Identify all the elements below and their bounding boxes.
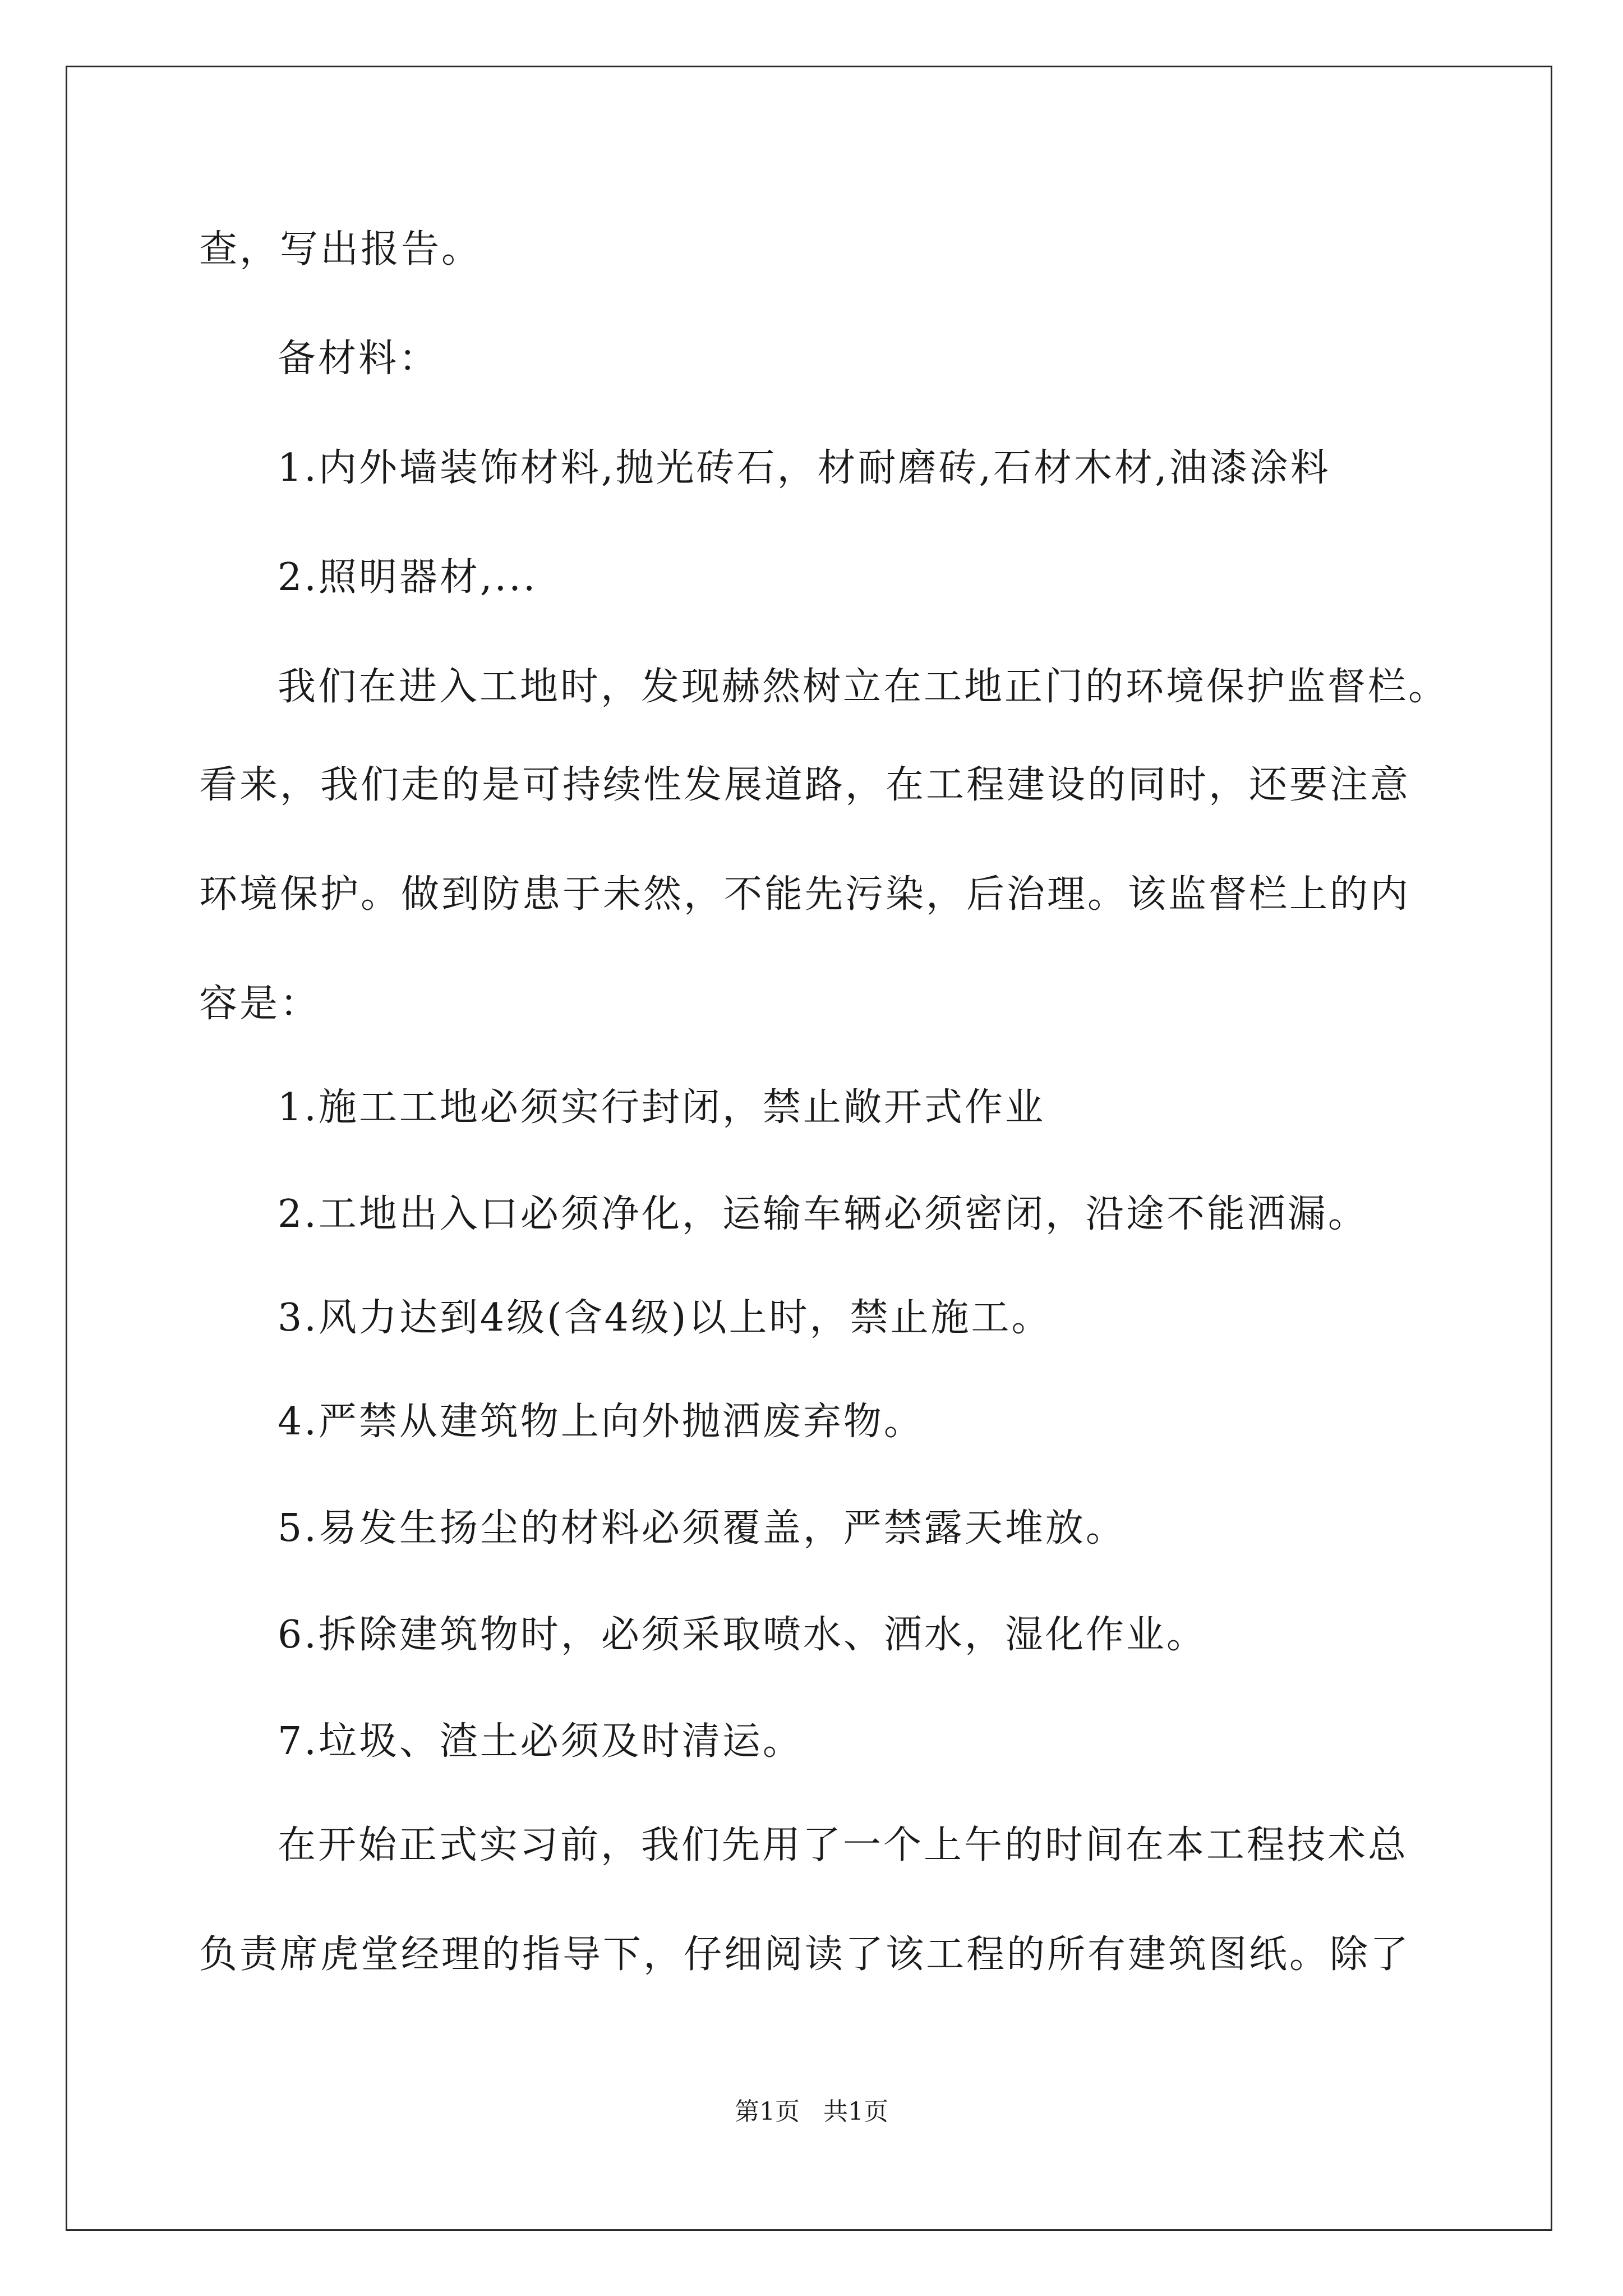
- list-item: 3.风力达到4级(含4级)以上时，禁止施工。: [278, 1296, 1052, 1340]
- paragraph-line: 我们在进入工地时，发现赫然树立在工地正门的环境保护监督栏。: [278, 665, 1449, 709]
- list-item: 2.照明器材,...: [278, 555, 538, 600]
- page-border: [66, 66, 1552, 2231]
- paragraph-line: 看来，我们走的是可持续性发展道路，在工程建设的同时，还要注意: [199, 763, 1411, 807]
- paragraph-line: 负责席虎堂经理的指导下，仔细阅读了该工程的所有建筑图纸。除了: [199, 1932, 1411, 1977]
- paragraph-line: 容是：: [199, 982, 321, 1026]
- list-item: 5.易发生扬尘的材料必须覆盖，严禁露天堆放。: [278, 1506, 1126, 1550]
- paragraph-line: 备材料：: [278, 337, 440, 381]
- list-item: 6.拆除建筑物时，必须采取喷水、洒水，湿化作业。: [278, 1613, 1207, 1657]
- paragraph-line: 在开始正式实习前，我们先用了一个上午的时间在本工程技术总: [278, 1823, 1409, 1867]
- list-item: 7.垃圾、渣土必须及时清运。: [278, 1719, 803, 1764]
- list-item: 1.内外墙装饰材料,抛光砖石，材耐磨砖,石材木材,油漆涂料: [278, 446, 1331, 490]
- page-footer: 第1页 共1页: [735, 2097, 888, 2126]
- list-item: 2.工地出入口必须净化，运输车辆必须密闭，沿途不能洒漏。: [278, 1192, 1368, 1236]
- list-item: 1.施工工地必须实行封闭，禁止敞开式作业: [278, 1085, 1045, 1130]
- paragraph-line: 环境保护。做到防患于未然，不能先污染，后治理。该监督栏上的内: [199, 872, 1411, 917]
- list-item: 4.严禁从建筑物上向外抛洒废弃物。: [278, 1400, 924, 1444]
- paragraph-line: 查，写出报告。: [199, 227, 482, 272]
